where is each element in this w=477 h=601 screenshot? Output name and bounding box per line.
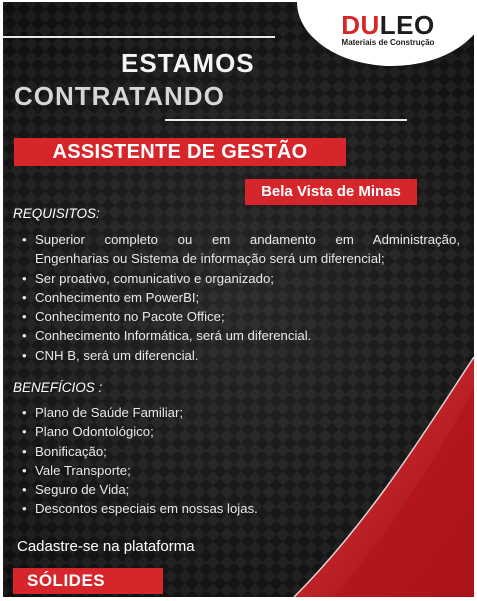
requirement-item: • Ser proativo, comunicativo e organizado; (19, 269, 460, 288)
requirement-item: • Conhecimento em PowerBI; (19, 288, 460, 307)
logo-tagline: Materiais de Construção (341, 38, 435, 47)
requirements-list (19, 230, 460, 365)
requirement-item-continued: Engenharias ou Sistema de informação será um diferencial; (35, 251, 385, 267)
platform-banner: SÓLIDES (13, 568, 163, 594)
company-logo (333, 12, 443, 48)
job-poster (3, 2, 474, 597)
benefits-title: BENEFÍCIOS : (13, 380, 103, 395)
logo-wordmark-red: DU (341, 10, 380, 40)
benefit-item: • Plano de Saúde Familiar; (19, 403, 258, 422)
benefit-item: • Descontos especiais em nossas lojas. (19, 499, 258, 518)
headline-line-1: ESTAMOS (121, 48, 255, 78)
requirement-item: • CNH B, será um diferencial. (19, 346, 460, 365)
location-banner: Bela Vista de Minas (245, 179, 417, 205)
logo-wordmark-dark: LEO (379, 10, 435, 40)
requirements-title: REQUISITOS: (13, 206, 100, 221)
requirement-item: • Conhecimento Informática, será um diferencial. (19, 326, 460, 345)
top-divider (3, 36, 275, 38)
requirement-item: • Conhecimento no Pacote Office; (19, 307, 460, 326)
red-swoosh-decoration (274, 357, 474, 597)
benefit-item: • Bonificação; (19, 442, 258, 461)
benefit-item: • Seguro de Vida; (19, 480, 258, 499)
benefit-item: • Vale Transporte; (19, 461, 258, 480)
logo-wordmark (333, 12, 443, 38)
job-title-banner: ASSISTENTE DE GESTÃO (14, 138, 346, 166)
benefits-list (19, 403, 258, 519)
headline-divider (165, 119, 407, 121)
call-to-action: Cadastre-se na plataforma (17, 538, 195, 555)
benefit-item: • Plano Odontológico; (19, 422, 258, 441)
headline-line-2: CONTRATANDO (14, 81, 225, 111)
requirement-item: • Superior completo ou em andamento em Administração, (19, 230, 460, 249)
